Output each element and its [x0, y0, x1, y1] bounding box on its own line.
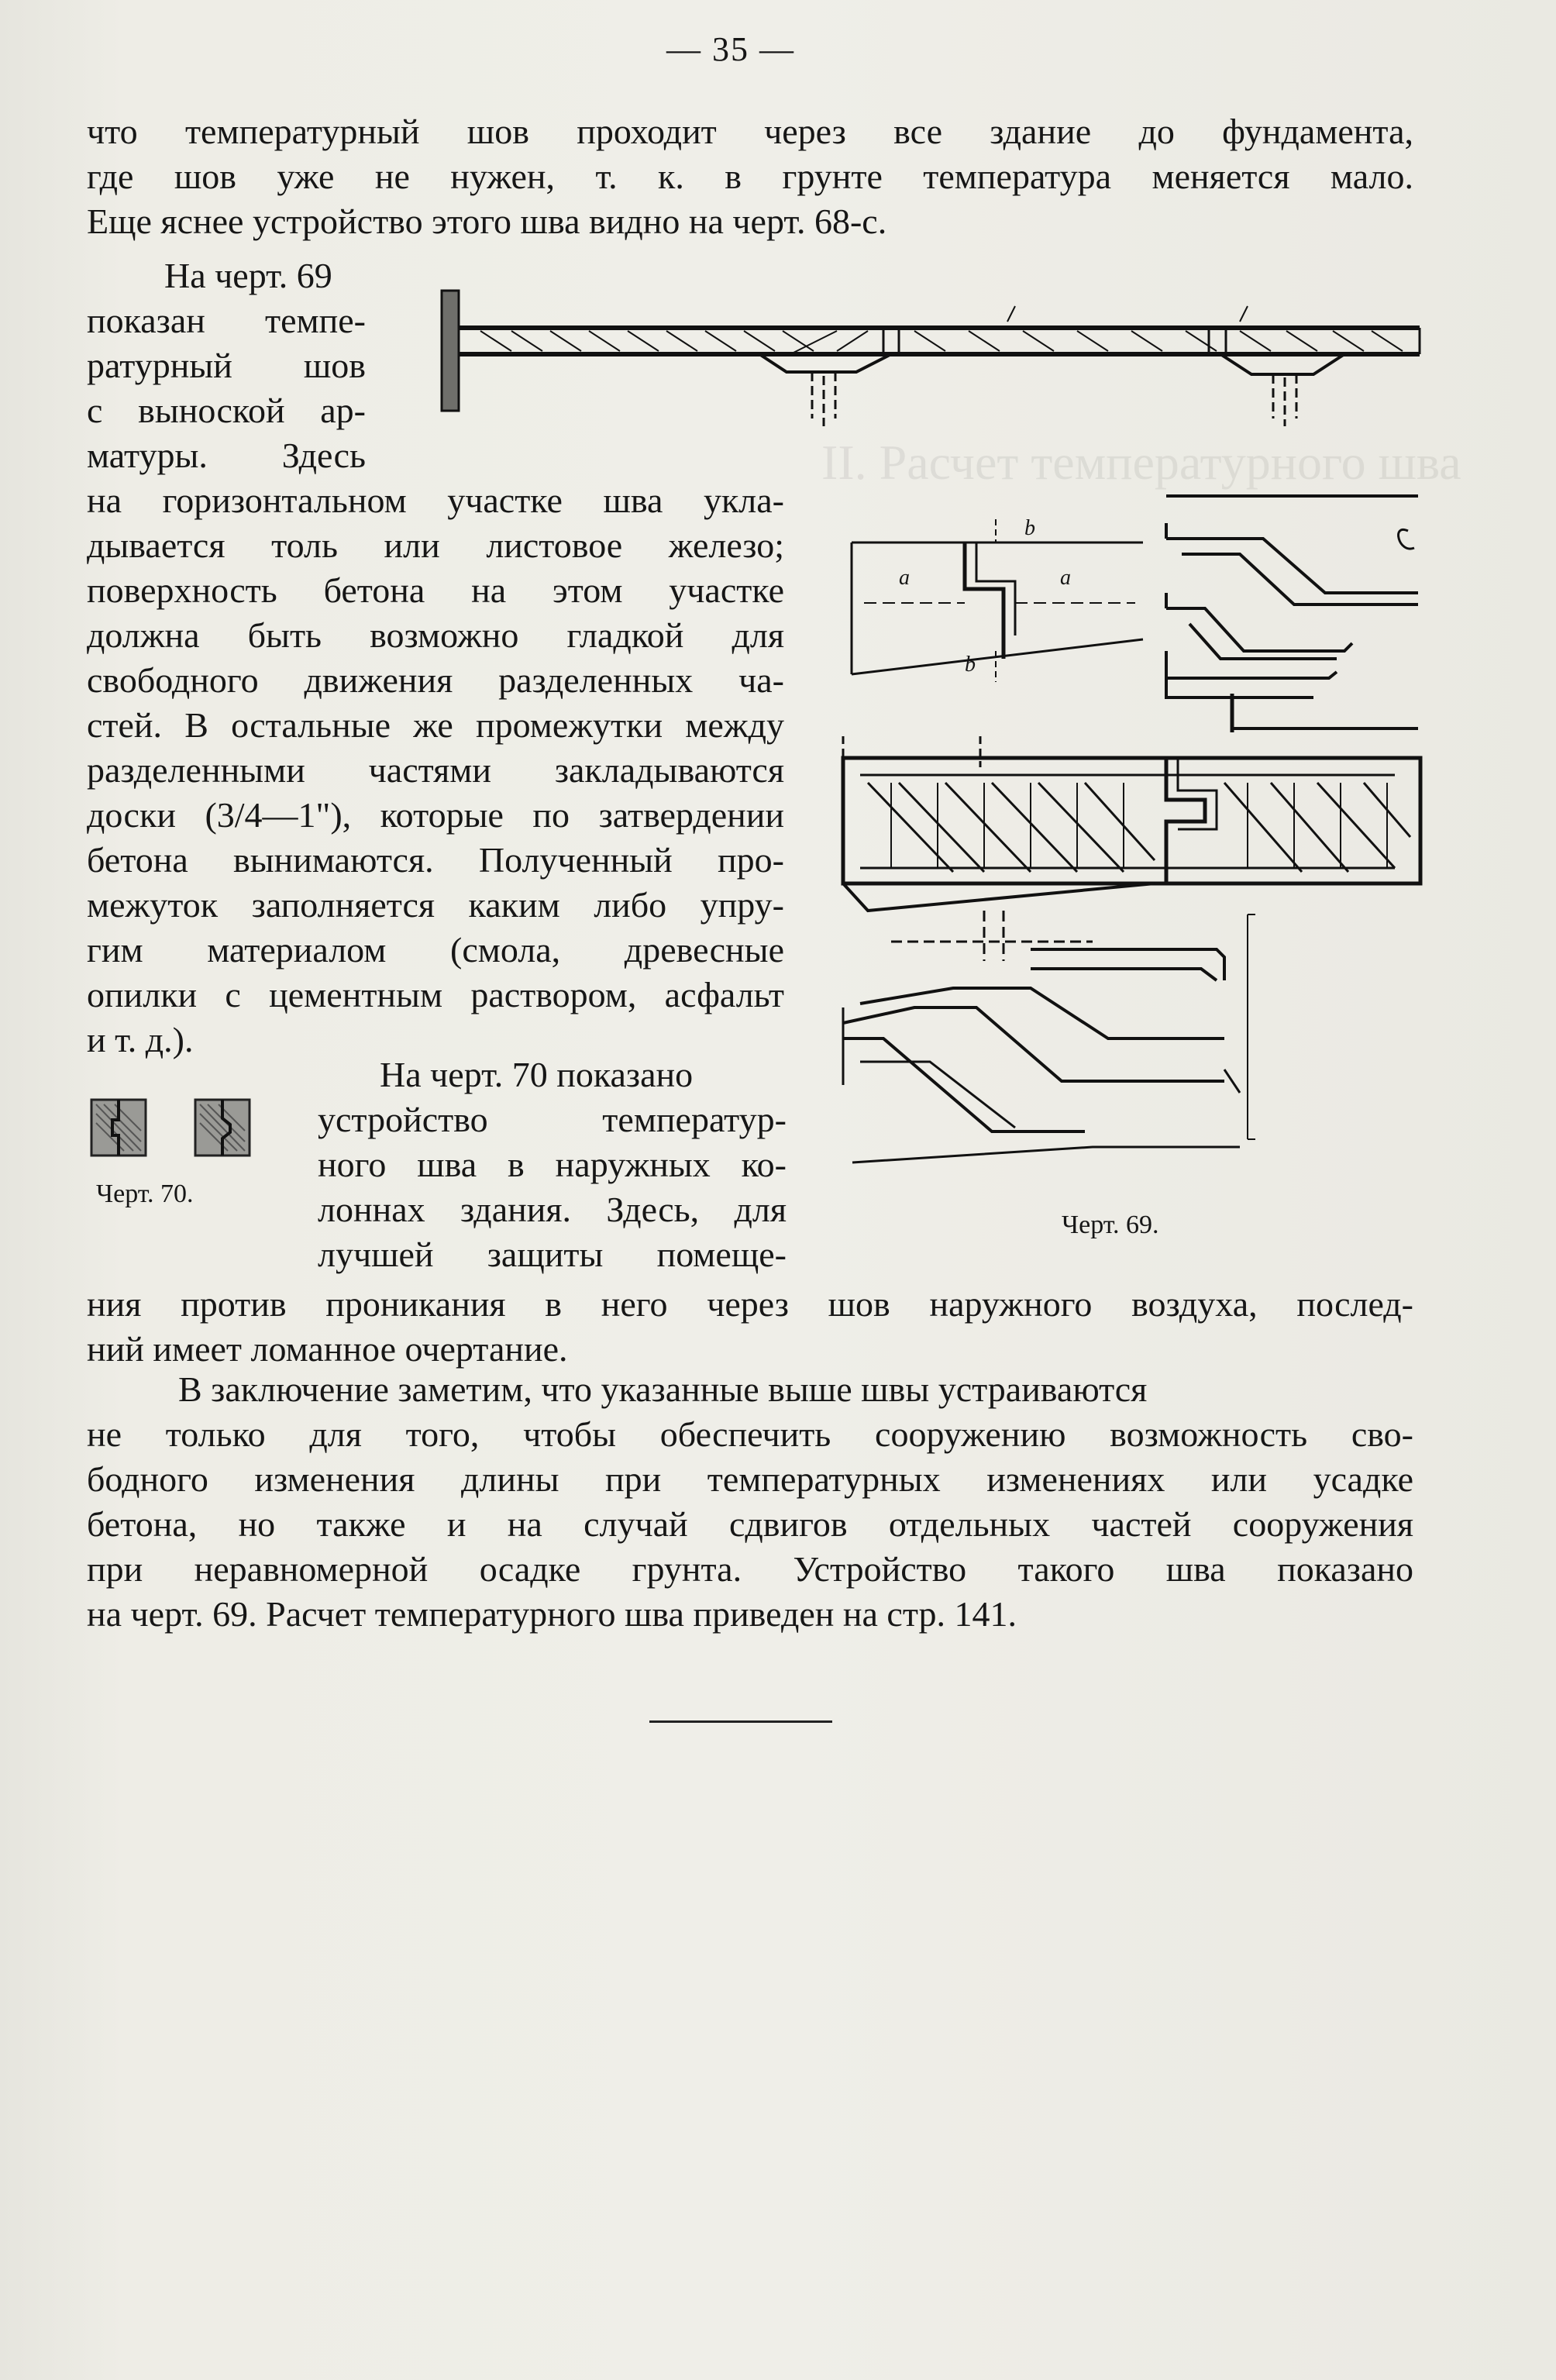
text-line: должна быть возможно гладкой для [87, 615, 784, 655]
figure-69-caption: Черт. 69. [1062, 1211, 1159, 1239]
text-line: на черт. 69. Расчет температурного шва приведен на стр. 141. [87, 1594, 1017, 1634]
paragraph-3-full [87, 1282, 1413, 1372]
text-line: показан темпе- [87, 301, 366, 340]
rebar-bent-1 [1166, 539, 1418, 593]
label-a-left: a [899, 566, 910, 590]
text-line: устройство температур- [318, 1100, 787, 1139]
reinforcement-bars [480, 331, 1403, 354]
page-number: — 35 — [666, 30, 795, 68]
rebar-hook-1 [1031, 949, 1224, 980]
rebar-bent-2 [843, 1007, 1224, 1081]
text-line: гим материалом (смола, древесные [87, 930, 784, 970]
rebar-bent-3 [843, 1038, 1085, 1131]
rebar-straight-2 [1166, 678, 1313, 697]
text-line: опилки с цементным раствором, асфальт [87, 975, 784, 1014]
diagonal-bars-left [868, 783, 1155, 872]
rebar-bottom [852, 1147, 1240, 1162]
label-b-top: b [1024, 516, 1035, 540]
rebar-bent-1 [860, 988, 1224, 1038]
beam-outline [843, 758, 1420, 883]
figure-69-rebar-upper [1158, 492, 1426, 752]
diagonal-bars-right [1224, 783, 1410, 872]
figure-69-rebar-lower [837, 914, 1333, 1170]
rebar-bent-4 [860, 1062, 1015, 1128]
dimension-bracket [1248, 914, 1255, 1139]
wall-section [442, 291, 459, 411]
paragraph-3-narrow [318, 1052, 787, 1277]
text-line: ния против проникания в него через шов наружного воздуха, послед- [87, 1284, 1413, 1324]
text-line: На черт. 69 [164, 256, 332, 295]
text-line: не только для того, чтобы обеспечить сооружению возможность сво- [87, 1414, 1413, 1454]
figure-69-elevation [434, 291, 1426, 426]
text-line: свободного движения разделенных ча- [87, 660, 784, 700]
text-line: ратурный шов [87, 346, 366, 385]
paragraph-2-medium [87, 478, 784, 1063]
section-divider [649, 1720, 832, 1723]
label-b-bottom: b [965, 653, 976, 677]
rebar-bent-4 [1166, 593, 1337, 659]
text-line: поверхность бетона на этом участке [87, 570, 784, 610]
text-line: матуры. Здесь [87, 436, 366, 475]
text-line: и т. д.). [87, 1020, 194, 1059]
label-a-right: a [1060, 566, 1071, 590]
text-line: с выноской ар- [87, 391, 366, 430]
paragraph-4 [87, 1367, 1413, 1637]
paragraph-2-narrow [87, 253, 366, 478]
text-line: ного шва в наружных ко- [318, 1145, 787, 1184]
longitudinal-bars [860, 775, 1395, 868]
text-line: разделенными частями закладываются [87, 750, 784, 790]
text-line: ний имеет ломанное очертание. [87, 1329, 568, 1369]
figure-70-caption: Черт. 70. [96, 1180, 194, 1208]
column-section-right [195, 1100, 250, 1156]
text-line: стей. В остальные же промежутки между [87, 705, 784, 745]
figure-69-joint-detail [849, 511, 1158, 682]
text-line: бетона вынимаются. Полученный про- [87, 840, 784, 880]
stirrups [891, 783, 1387, 868]
text-line: бетона, но также и на случай сдвигов отдельных частей сооружения [87, 1504, 1413, 1544]
text-line: где шов уже не нужен, т. к. в грунте температура меняется мало. [87, 157, 1413, 196]
text-line: В заключение заметим, что указанные выше швы устраиваются [178, 1369, 1148, 1409]
rebar-straight-1 [1166, 651, 1337, 678]
haunch-left [759, 354, 891, 372]
text-line: на горизонтальном участке шва укла- [87, 480, 784, 520]
text-line: доски (3/4—1"), которые по затвердении [87, 795, 784, 835]
text-line: межуток заполняется каким либо упру- [87, 885, 784, 925]
rebar-hook-2 [1031, 969, 1217, 980]
column-section-left [91, 1100, 146, 1156]
rebar-end [1224, 1069, 1240, 1093]
text-line: лоннах здания. Здесь, для [318, 1190, 787, 1229]
bleed-through: II. Расчет температурного шва [821, 435, 1461, 490]
text-line: лучшей защиты помеще- [318, 1235, 787, 1274]
text-line: дывается толь или листовое железо; [87, 525, 784, 565]
column-left [812, 372, 835, 426]
text-line: при неравномерной осадке грунта. Устройство такого шва показано [87, 1549, 1413, 1589]
text-line: На черт. 70 показано [380, 1055, 694, 1094]
haunch-right [1220, 354, 1344, 374]
haunch [843, 883, 1155, 911]
figure-70-drawing [87, 1097, 257, 1159]
column-right [1273, 374, 1296, 426]
paragraph-1 [87, 109, 1413, 244]
pointer-lines [1007, 306, 1248, 322]
joint-profile [1166, 758, 1205, 883]
joint-gap [1178, 758, 1217, 829]
text-line: что температурный шов проходит через все здание до фундамента, [87, 112, 1413, 151]
stepped-joint [965, 542, 1003, 659]
callout-mark [1399, 529, 1414, 549]
text-line: бодного изменения длины при температурных изменениях или усадке [87, 1459, 1413, 1499]
beam-outline [852, 542, 1143, 674]
text-line: Еще яснее устройство этого шва видно на черт. 68-c. [87, 201, 887, 241]
